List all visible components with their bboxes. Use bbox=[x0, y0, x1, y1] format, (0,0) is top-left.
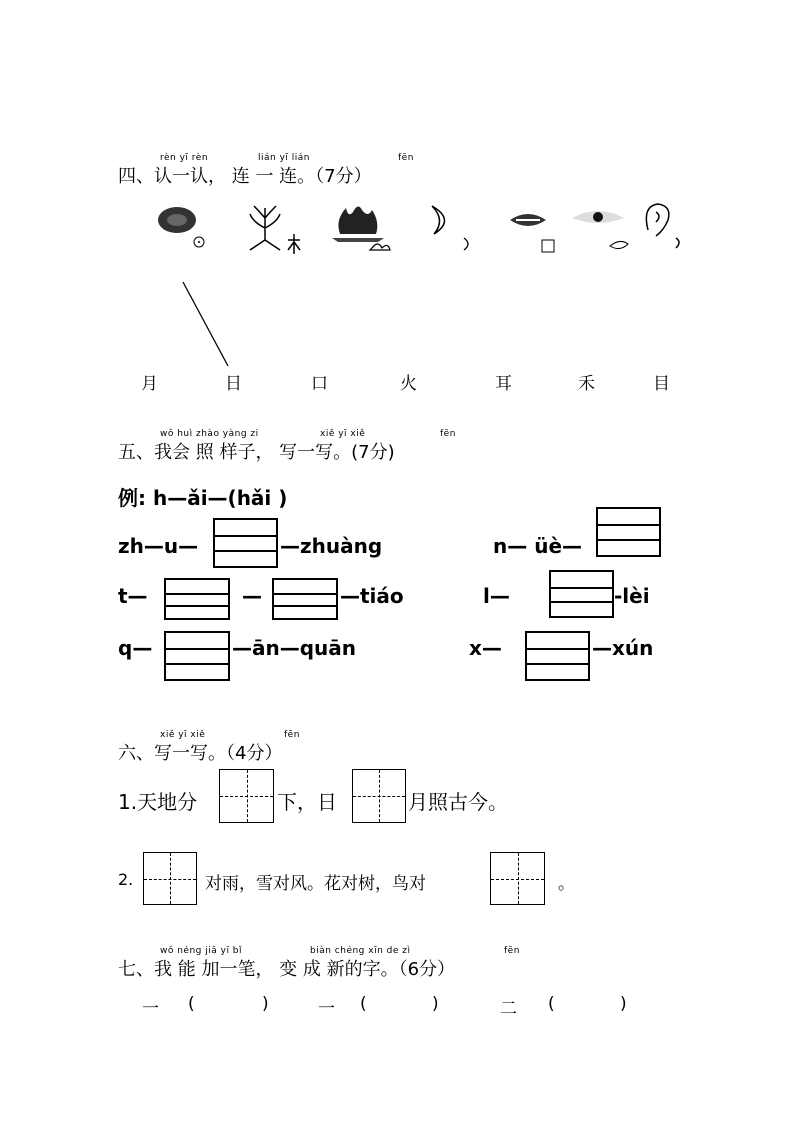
section6-heading: 六、写一写。（4分） bbox=[118, 743, 283, 764]
pinyin-ren-yi-ren: rèn yī rèn bbox=[160, 153, 209, 163]
pinyin-answer-box[interactable] bbox=[272, 578, 338, 620]
add-stroke-char: 二 bbox=[500, 999, 517, 1019]
char-huo: 火 bbox=[400, 374, 417, 394]
row2-right-prefix: l— bbox=[483, 584, 510, 608]
fill-line-2-c: 。 bbox=[558, 874, 575, 894]
pinyin-bian-cheng-xin-de-zi: biàn chéng xīn de zì bbox=[310, 946, 411, 956]
pictograph-row bbox=[150, 198, 690, 260]
pinyin-xie-yi-xie: xiě yī xiě bbox=[320, 429, 366, 439]
writing-grid-box[interactable] bbox=[219, 769, 274, 823]
fill-line-1-b: 下，日 bbox=[277, 790, 337, 814]
char-he: 禾 bbox=[578, 374, 595, 394]
add-stroke-char: 一 bbox=[318, 999, 335, 1019]
example-line: 例: h—ǎi—(hǎi ) bbox=[118, 486, 288, 510]
fill-line-2-a: 2. bbox=[118, 870, 134, 889]
row3-left-prefix: q— bbox=[118, 636, 153, 660]
row2-left-suffix: —tiáo bbox=[340, 584, 404, 608]
eye-picture-icon bbox=[572, 211, 628, 249]
paren-open: ( bbox=[360, 994, 367, 1014]
paren-close: ) bbox=[620, 994, 627, 1014]
writing-grid-box[interactable] bbox=[490, 852, 545, 905]
char-er: 耳 bbox=[495, 374, 512, 394]
section4-heading: 四、认一认， 连 一 连。（7分） bbox=[118, 166, 372, 187]
pinyin-answer-box[interactable] bbox=[213, 518, 278, 568]
row3-left-suffix: —ān—quān bbox=[232, 636, 357, 660]
pinyin-fen: fēn bbox=[284, 730, 300, 740]
char-kou: 口 bbox=[311, 374, 328, 394]
paren-open: ( bbox=[548, 994, 555, 1014]
row2-right-suffix: -lèi bbox=[614, 584, 650, 608]
grain-plant-picture-icon bbox=[250, 206, 300, 254]
writing-grid-box[interactable] bbox=[143, 852, 197, 905]
paren-open: ( bbox=[188, 994, 195, 1014]
fill-line-1-c: 月照古今。 bbox=[408, 790, 508, 814]
row2-left-dash: — bbox=[242, 584, 262, 608]
pinyin-answer-box[interactable] bbox=[596, 507, 661, 557]
writing-grid-box[interactable] bbox=[352, 769, 406, 823]
paren-close: ) bbox=[262, 994, 269, 1014]
pinyin-lian-yi-lian: lián yī lián bbox=[258, 153, 310, 163]
pinyin-answer-box[interactable] bbox=[164, 631, 230, 681]
pinyin-answer-box[interactable] bbox=[549, 570, 614, 618]
row3-right-prefix: x— bbox=[469, 636, 502, 660]
pinyin-answer-box[interactable] bbox=[164, 578, 230, 620]
row3-right-suffix: —xún bbox=[592, 636, 654, 660]
row1-right-prefix: n— üè— bbox=[493, 534, 583, 558]
pinyin-wo-neng-jia-yi-bi: wǒ néng jiā yī bǐ bbox=[160, 946, 243, 956]
pinyin-fen: fēn bbox=[504, 946, 520, 956]
pinyin-fen: fēn bbox=[398, 153, 414, 163]
row1-left-suffix: —zhuàng bbox=[280, 534, 383, 558]
row1-left-prefix: zh—u— bbox=[118, 534, 199, 558]
pinyin-xie-yi-xie: xiě yī xiě bbox=[160, 730, 206, 740]
fill-line-2-b: 对雨，雪对风。花对树，鸟对 bbox=[205, 874, 426, 894]
paren-close: ) bbox=[432, 994, 439, 1014]
fill-line-1-a: 1.天地分 bbox=[118, 790, 198, 814]
char-yue: 月 bbox=[141, 374, 158, 394]
char-mu: 目 bbox=[653, 374, 670, 394]
moon-picture-icon bbox=[432, 206, 468, 250]
pinyin-fen: fēn bbox=[440, 429, 456, 439]
section5-heading: 五、我会 照 样子， 写一写。(7分) bbox=[118, 442, 395, 463]
section7-heading: 七、我 能 加一笔， 变 成 新的字。（6分） bbox=[118, 959, 456, 980]
pinyin-answer-box[interactable] bbox=[525, 631, 590, 681]
sun-picture-icon bbox=[158, 207, 204, 247]
fire-picture-icon bbox=[332, 206, 390, 250]
example-connect-line bbox=[180, 280, 232, 368]
ear-picture-icon bbox=[646, 204, 679, 248]
row2-left-prefix: t— bbox=[118, 584, 148, 608]
char-ri: 日 bbox=[225, 374, 242, 394]
mouth-picture-icon bbox=[510, 214, 554, 252]
add-stroke-char: 一 bbox=[142, 999, 159, 1019]
pinyin-wo-hui-zhao-yang-zi: wǒ huì zhào yàng zi bbox=[160, 429, 259, 439]
